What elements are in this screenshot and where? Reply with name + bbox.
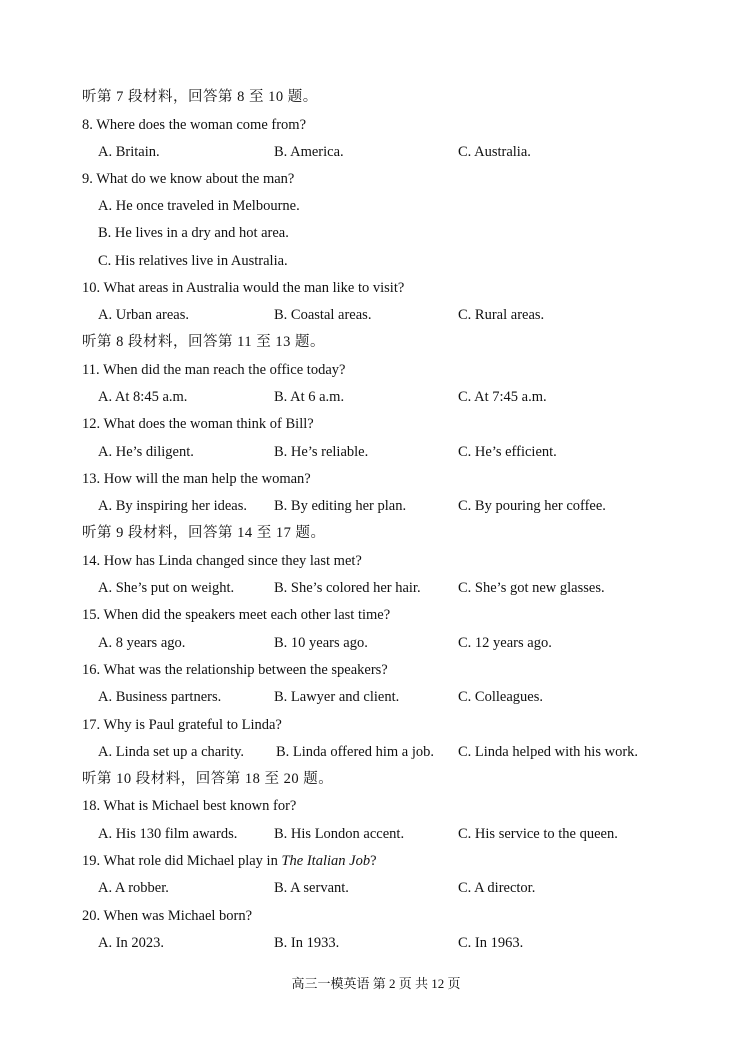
options-q9b [0,224,752,242]
option-18b: B. His London accent. [274,826,405,842]
options-q13 [0,497,752,515]
question-18: 18. What is Michael best known for? [82,798,297,814]
option-16a: A. Business partners. [98,689,222,705]
option-20b: B. In 1933. [274,935,340,951]
option-8a: A. Britain. [98,144,160,160]
option-10c: C. Rural areas. [458,307,545,323]
option-15a: A. 8 years ago. [98,635,186,651]
option-11c: C. At 7:45 a.m. [458,389,547,405]
option-8c: C. Australia. [458,144,531,160]
options-q18 [0,825,752,843]
option-12c: C. He’s efficient. [458,444,557,460]
option-12b: B. He’s reliable. [274,444,369,460]
option-19b: B. A servant. [274,880,349,896]
section-heading-10: 听第 10 段材料，回答第 18 至 20 题。 [82,771,334,787]
options-q17 [0,743,752,761]
option-14a: A. She’s put on weight. [98,580,235,596]
options-q9c [0,252,752,270]
question-16: 16. What was the relationship between the speakers? [82,662,388,678]
option-20c: C. In 1963. [458,935,524,951]
page-footer: 高三一模英语 第 2 页 共 12 页 [291,976,461,991]
question-13: 13. How will the man help the woman? [82,471,311,487]
question-8: 8. Where does the woman come from? [82,117,306,133]
question-9: 9. What do we know about the man? [82,171,295,187]
options-q20 [0,934,752,952]
options-q10 [0,306,752,324]
option-15b: B. 10 years ago. [274,635,368,651]
option-12a: A. He’s diligent. [98,444,194,460]
option-17c: C. Linda helped with his work. [458,744,639,760]
option-13b: B. By editing her plan. [274,498,407,514]
option-10a: A. Urban areas. [98,307,189,323]
option-19c: C. A director. [458,880,536,896]
option-14b: B. She’s colored her hair. [274,580,421,596]
question-19-text: 19. What role did Michael play in [82,853,282,869]
option-13a: A. By inspiring her ideas. [98,498,248,514]
option-11b: B. At 6 a.m. [274,389,345,405]
options-q12 [0,443,752,461]
option-10b: B. Coastal areas. [274,307,372,323]
question-19 [82,852,377,870]
option-9a: A. He once traveled in Melbourne. [98,198,300,214]
option-16b: B. Lawyer and client. [274,689,400,705]
question-14: 14. How has Linda changed since they last met? [82,553,362,569]
section-heading-8: 听第 8 段材料，回答第 11 至 13 题。 [82,334,325,350]
options-q19 [0,879,752,897]
option-20a: A. In 2023. [98,935,165,951]
question-20: 20. When was Michael born? [82,908,253,924]
options-q14 [0,579,752,597]
option-11a: A. At 8:45 a.m. [98,389,188,405]
option-14c: C. She’s got new glasses. [458,580,605,596]
question-12: 12. What does the woman think of Bill? [82,416,314,432]
options-q9a [0,197,752,215]
section-heading-9: 听第 9 段材料，回答第 14 至 17 题。 [82,525,326,541]
option-15c: C. 12 years ago. [458,635,552,651]
option-19a: A. A robber. [98,880,169,896]
options-q11 [0,388,752,406]
question-15: 15. When did the speakers meet each other last time? [82,607,391,623]
options-q15 [0,634,752,652]
option-9c: C. His relatives live in Australia. [98,253,288,269]
options-q8 [0,143,752,161]
options-q16 [0,688,752,706]
option-18a: A. His 130 film awards. [98,826,238,842]
question-19-mark: ? [370,853,377,869]
option-17a: A. Linda set up a charity. [98,744,245,760]
question-10: 10. What areas in Australia would the man like to visit? [82,280,405,296]
question-11: 11. When did the man reach the office today? [82,362,346,378]
option-13c: C. By pouring her coffee. [458,498,606,514]
option-16c: C. Colleagues. [458,689,543,705]
option-9b: B. He lives in a dry and hot area. [98,225,289,241]
option-17b: B. Linda offered him a job. [276,744,434,760]
question-19-film-title: The Italian Job [281,853,371,869]
question-17: 17. Why is Paul grateful to Linda? [82,717,282,733]
option-18c: C. His service to the queen. [458,826,618,842]
option-8b: B. America. [274,144,344,160]
section-heading-7: 听第 7 段材料，回答第 8 至 10 题。 [82,89,318,105]
